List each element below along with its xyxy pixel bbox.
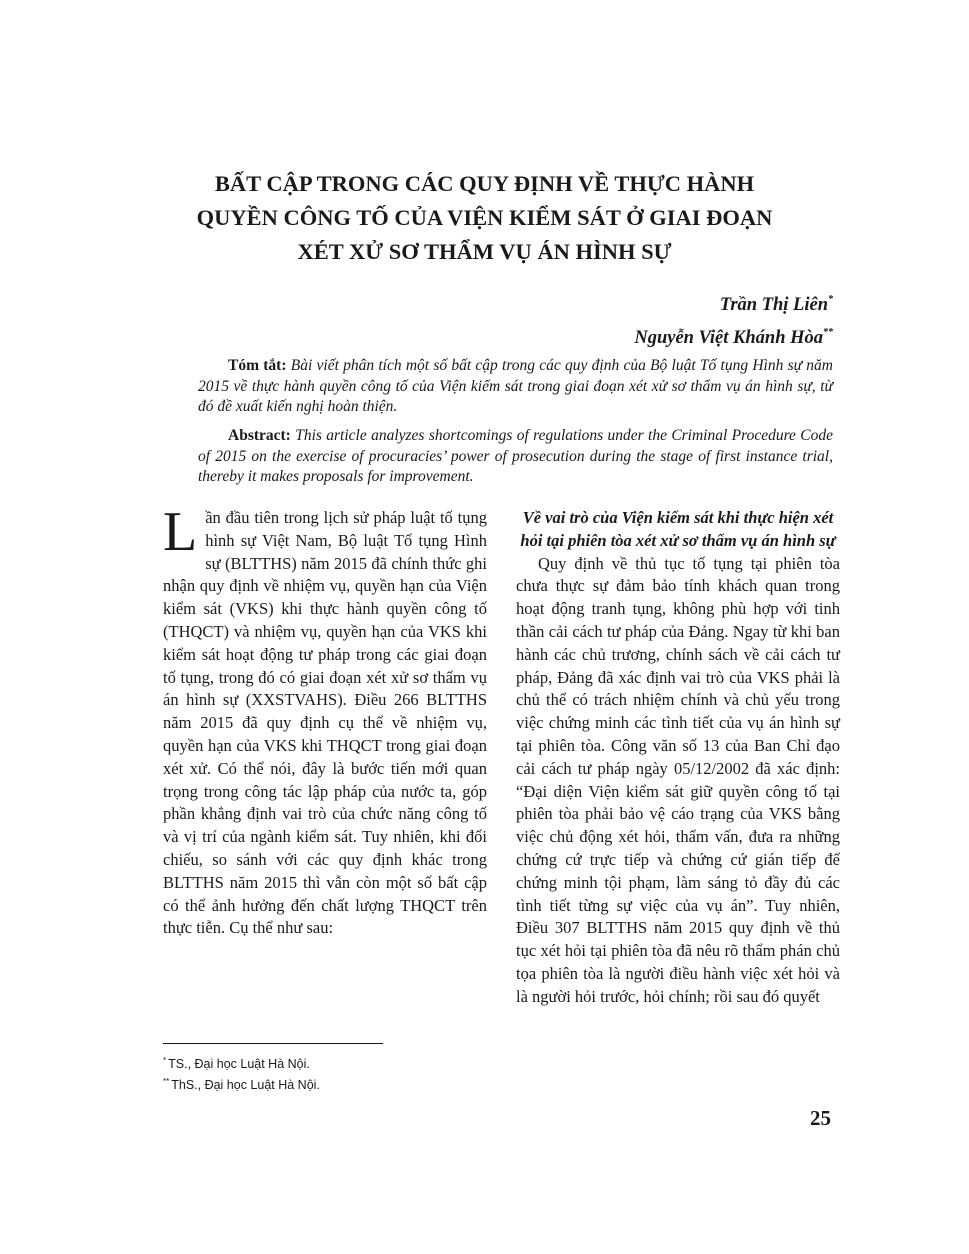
- author-2: [634, 319, 833, 352]
- right-column: [516, 507, 840, 1009]
- article-title: [150, 167, 819, 269]
- footnote-1: [163, 1052, 320, 1073]
- author-1-name: Trần Thị Liên: [719, 295, 828, 315]
- footnotes: [163, 1052, 320, 1094]
- footnote-2: [163, 1073, 320, 1094]
- footnote-2-text: ThS., Đại học Luật Hà Nội.: [171, 1078, 320, 1092]
- summary-vi-text: Bài viết phân tích một số bất cập trong các quy định của Bộ luật Tố tụng Hình sự năm 2015 về thực hành quyền công tố của Viện kiểm sát trong giai đoạn xét xử sơ thẩm vụ án hình sự, từ đó đề xuất kiến nghị hoàn thiện.: [198, 357, 833, 415]
- section-heading: Về vai trò của Viện kiểm sát khi thực hiện xét hỏi tại phiên tòa xét xử sơ thẩm vụ án hình sự: [520, 508, 836, 550]
- right-column-text: Quy định về thủ tục tố tụng tại phiên tòa chưa thực sự đảm bảo tính khách quan trong hoạt động tranh tụng, không phù hợp với tinh thần cải cách tư pháp của Đảng. Ngay từ khi ban hành các chủ trương, chính sách về cải cách tư pháp, Đảng đã xác định vai trò của VKS phải là chủ thể có trách nhiệm chính và chủ yếu trong việc chứng minh các tình tiết của vụ án hình sự tại phiên tòa. Công văn số 13 của Ban Chỉ đạo cải cách tư pháp ngày 05/12/2002 đã xác định: “Đại diện Viện kiểm sát giữ quyền công tố tại phiên tòa phải bảo vệ cáo trạng của VKS bằng việc chủ động xét hỏi, thẩm vấn, đưa ra những chứng cứ trực tiếp và chứng cứ gián tiếp để chứng minh tội phạm, làm sáng tỏ đầy đủ các tình tiết từng sự việc của vụ án”. Tuy nhiên, Điều 307 BLTTHS năm 2015 quy định về thủ tục xét hỏi tại phiên tòa đã nêu rõ thẩm phán chủ tọa phiên tòa là người điều hành việc xét hỏi và là người hỏi trước, hỏi chính; rồi sau đó quyết: [516, 553, 840, 1006]
- left-column-text: ần đầu tiên trong lịch sử pháp luật tố tụng hình sự Việt Nam, Bộ luật Tố tụng Hình sự (BLTTHS) năm 2015 đã chính thức ghi nhận quy định về nhiệm vụ, quyền hạn của Viện kiểm sát (VKS) khi thực hành quyền công tố (THQCT) và nhiệm vụ, quyền hạn của VKS khi kiểm sát hoạt động tư pháp trong các giai đoạn tố tụng, trong đó có giai đoạn xét xử sơ thẩm vụ án hình sự (XXSTVAHS). Điều 266 BLTTHS năm 2015 đã quy định cụ thể về nhiệm vụ, quyền hạn của VKS khi THQCT trong giai đoạn xét xử. Có thể nói, đây là bước tiến mới quan trọng trong công tác lập pháp của nước ta, góp phần khẳng định vai trò của chức năng công tố và vị trí của ngành kiểm sát. Tuy nhiên, khi đối chiếu, so sánh với các quy định khác trong BLTTHS năm 2015 thì vẫn còn một số bất cập có thể ảnh hưởng đến chất lượng THQCT trên thực tiễn. Cụ thể như sau:: [163, 508, 487, 938]
- left-column: [163, 501, 487, 940]
- summary-vi-label: Tóm tắt:: [228, 357, 287, 374]
- title-line-1: BẤT CẬP TRONG CÁC QUY ĐỊNH VỀ THỰC HÀNH: [214, 171, 755, 196]
- author-2-name: Nguyễn Việt Khánh Hòa: [634, 328, 823, 348]
- author-1-mark: *: [828, 294, 833, 305]
- footnote-1-mark: *: [163, 1056, 167, 1065]
- page-number: 25: [810, 1106, 831, 1130]
- footnote-1-text: TS., Đại học Luật Hà Nội.: [168, 1057, 310, 1071]
- title-line-2: QUYỀN CÔNG TỐ CỦA VIỆN KIỂM SÁT Ở GIAI ĐOẠN: [196, 205, 773, 230]
- abstract-label: Abstract:: [228, 427, 291, 444]
- author-list: [634, 286, 833, 352]
- english-abstract: [198, 426, 833, 488]
- footnote-divider: [163, 1043, 383, 1044]
- title-line-3: XÉT XỬ SƠ THẨM VỤ ÁN HÌNH SỰ: [297, 239, 672, 264]
- author-1: [634, 286, 833, 319]
- drop-cap: L: [163, 501, 198, 563]
- abstract-text: This article analyzes shortcomings of regulations under the Criminal Procedure Code of 2015 on the exercise of procuracies’ power of prosecution during the stage of first instance trial, thereby it makes proposals for improvement.: [198, 427, 833, 485]
- author-2-mark: **: [823, 327, 833, 338]
- footnote-2-mark: **: [163, 1077, 170, 1086]
- vietnamese-summary: [198, 356, 833, 418]
